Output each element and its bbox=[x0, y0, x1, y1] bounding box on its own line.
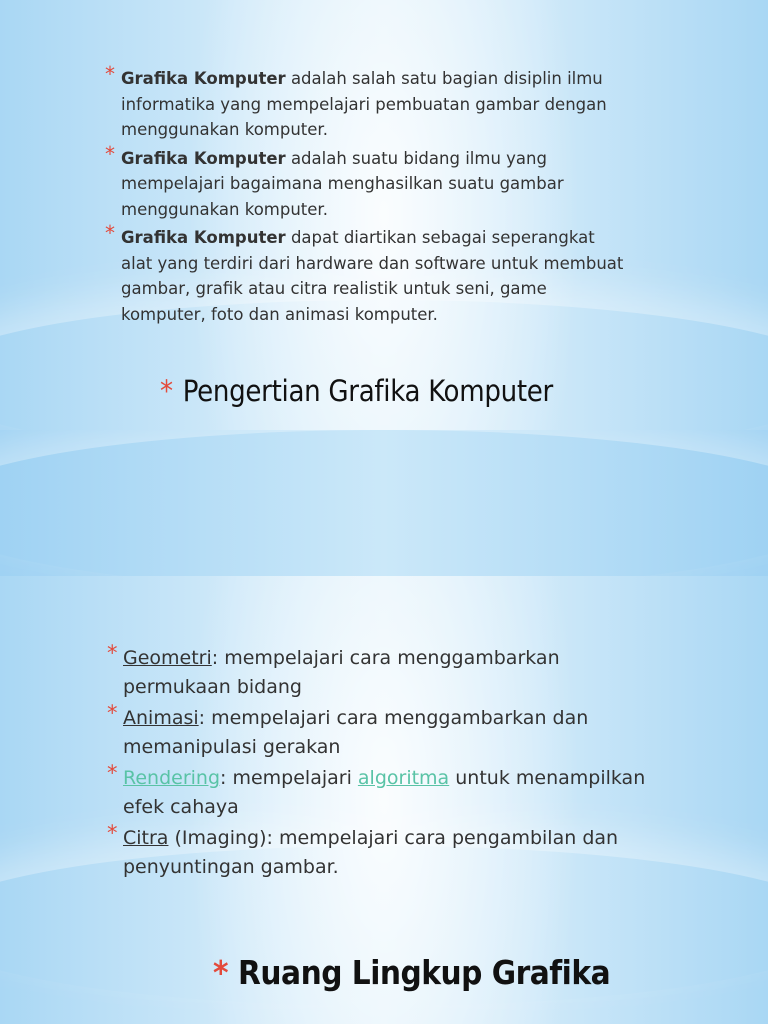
slide-title: * Pengertian Grafika Komputer bbox=[160, 374, 553, 408]
asterisk-bullet-icon: * bbox=[107, 821, 118, 845]
term-geometri: Geometri bbox=[123, 647, 212, 669]
asterisk-title-icon: * bbox=[160, 374, 173, 408]
list-item: * Grafika Komputer adalah salah satu bagian disiplin ilmu informatika yang mempelajari pembuatan gambar dengan menggunakan komputer. bbox=[105, 62, 607, 139]
scope-list bbox=[107, 641, 647, 884]
asterisk-title-icon: * bbox=[213, 953, 229, 992]
slide-separator bbox=[0, 430, 768, 576]
rendering-link[interactable]: Rendering bbox=[123, 767, 221, 789]
asterisk-bullet-icon: * bbox=[107, 641, 118, 665]
term-citra: Citra bbox=[123, 827, 169, 849]
definition-list bbox=[105, 62, 625, 330]
list-item: * Grafika Komputer adalah suatu bidang ilmu yang mempelajari bagaimana menghasilkan suatu gambar menggunakan komputer. bbox=[105, 141, 564, 219]
asterisk-bullet-icon: * bbox=[105, 62, 115, 86]
slide-ruang-lingkup bbox=[0, 576, 768, 1024]
list-item: * Geometri: mempelajari cara menggambarkan permukaan bidang bbox=[107, 641, 560, 698]
asterisk-bullet-icon: * bbox=[105, 221, 115, 245]
asterisk-bullet-icon: * bbox=[105, 141, 115, 166]
list-item: * Citra (Imaging): mempelajari cara pengambilan dan penyuntingan gambar. bbox=[107, 821, 619, 878]
slide-pengertian bbox=[0, 0, 768, 430]
list-item: * Animasi: mempelajari cara menggambarkan dan memanipulasi gerakan bbox=[107, 701, 589, 758]
asterisk-bullet-icon: * bbox=[107, 701, 118, 725]
list-item: * Rendering: mempelajari algoritma untuk menampilkan efek cahaya bbox=[107, 761, 646, 818]
slide-title: * Ruang Lingkup Grafika bbox=[213, 953, 611, 992]
term-animasi: Animasi bbox=[123, 707, 199, 729]
algoritma-link[interactable]: algoritma bbox=[357, 767, 450, 789]
list-item: * Grafika Komputer dapat diartikan sebagai seperangkat alat yang terdiri dari hardware dan software untuk membuat gambar, grafik atau citra realistik untuk seni, game komputer, foto dan animasi komputer. bbox=[105, 221, 624, 324]
asterisk-bullet-icon: * bbox=[107, 761, 118, 785]
